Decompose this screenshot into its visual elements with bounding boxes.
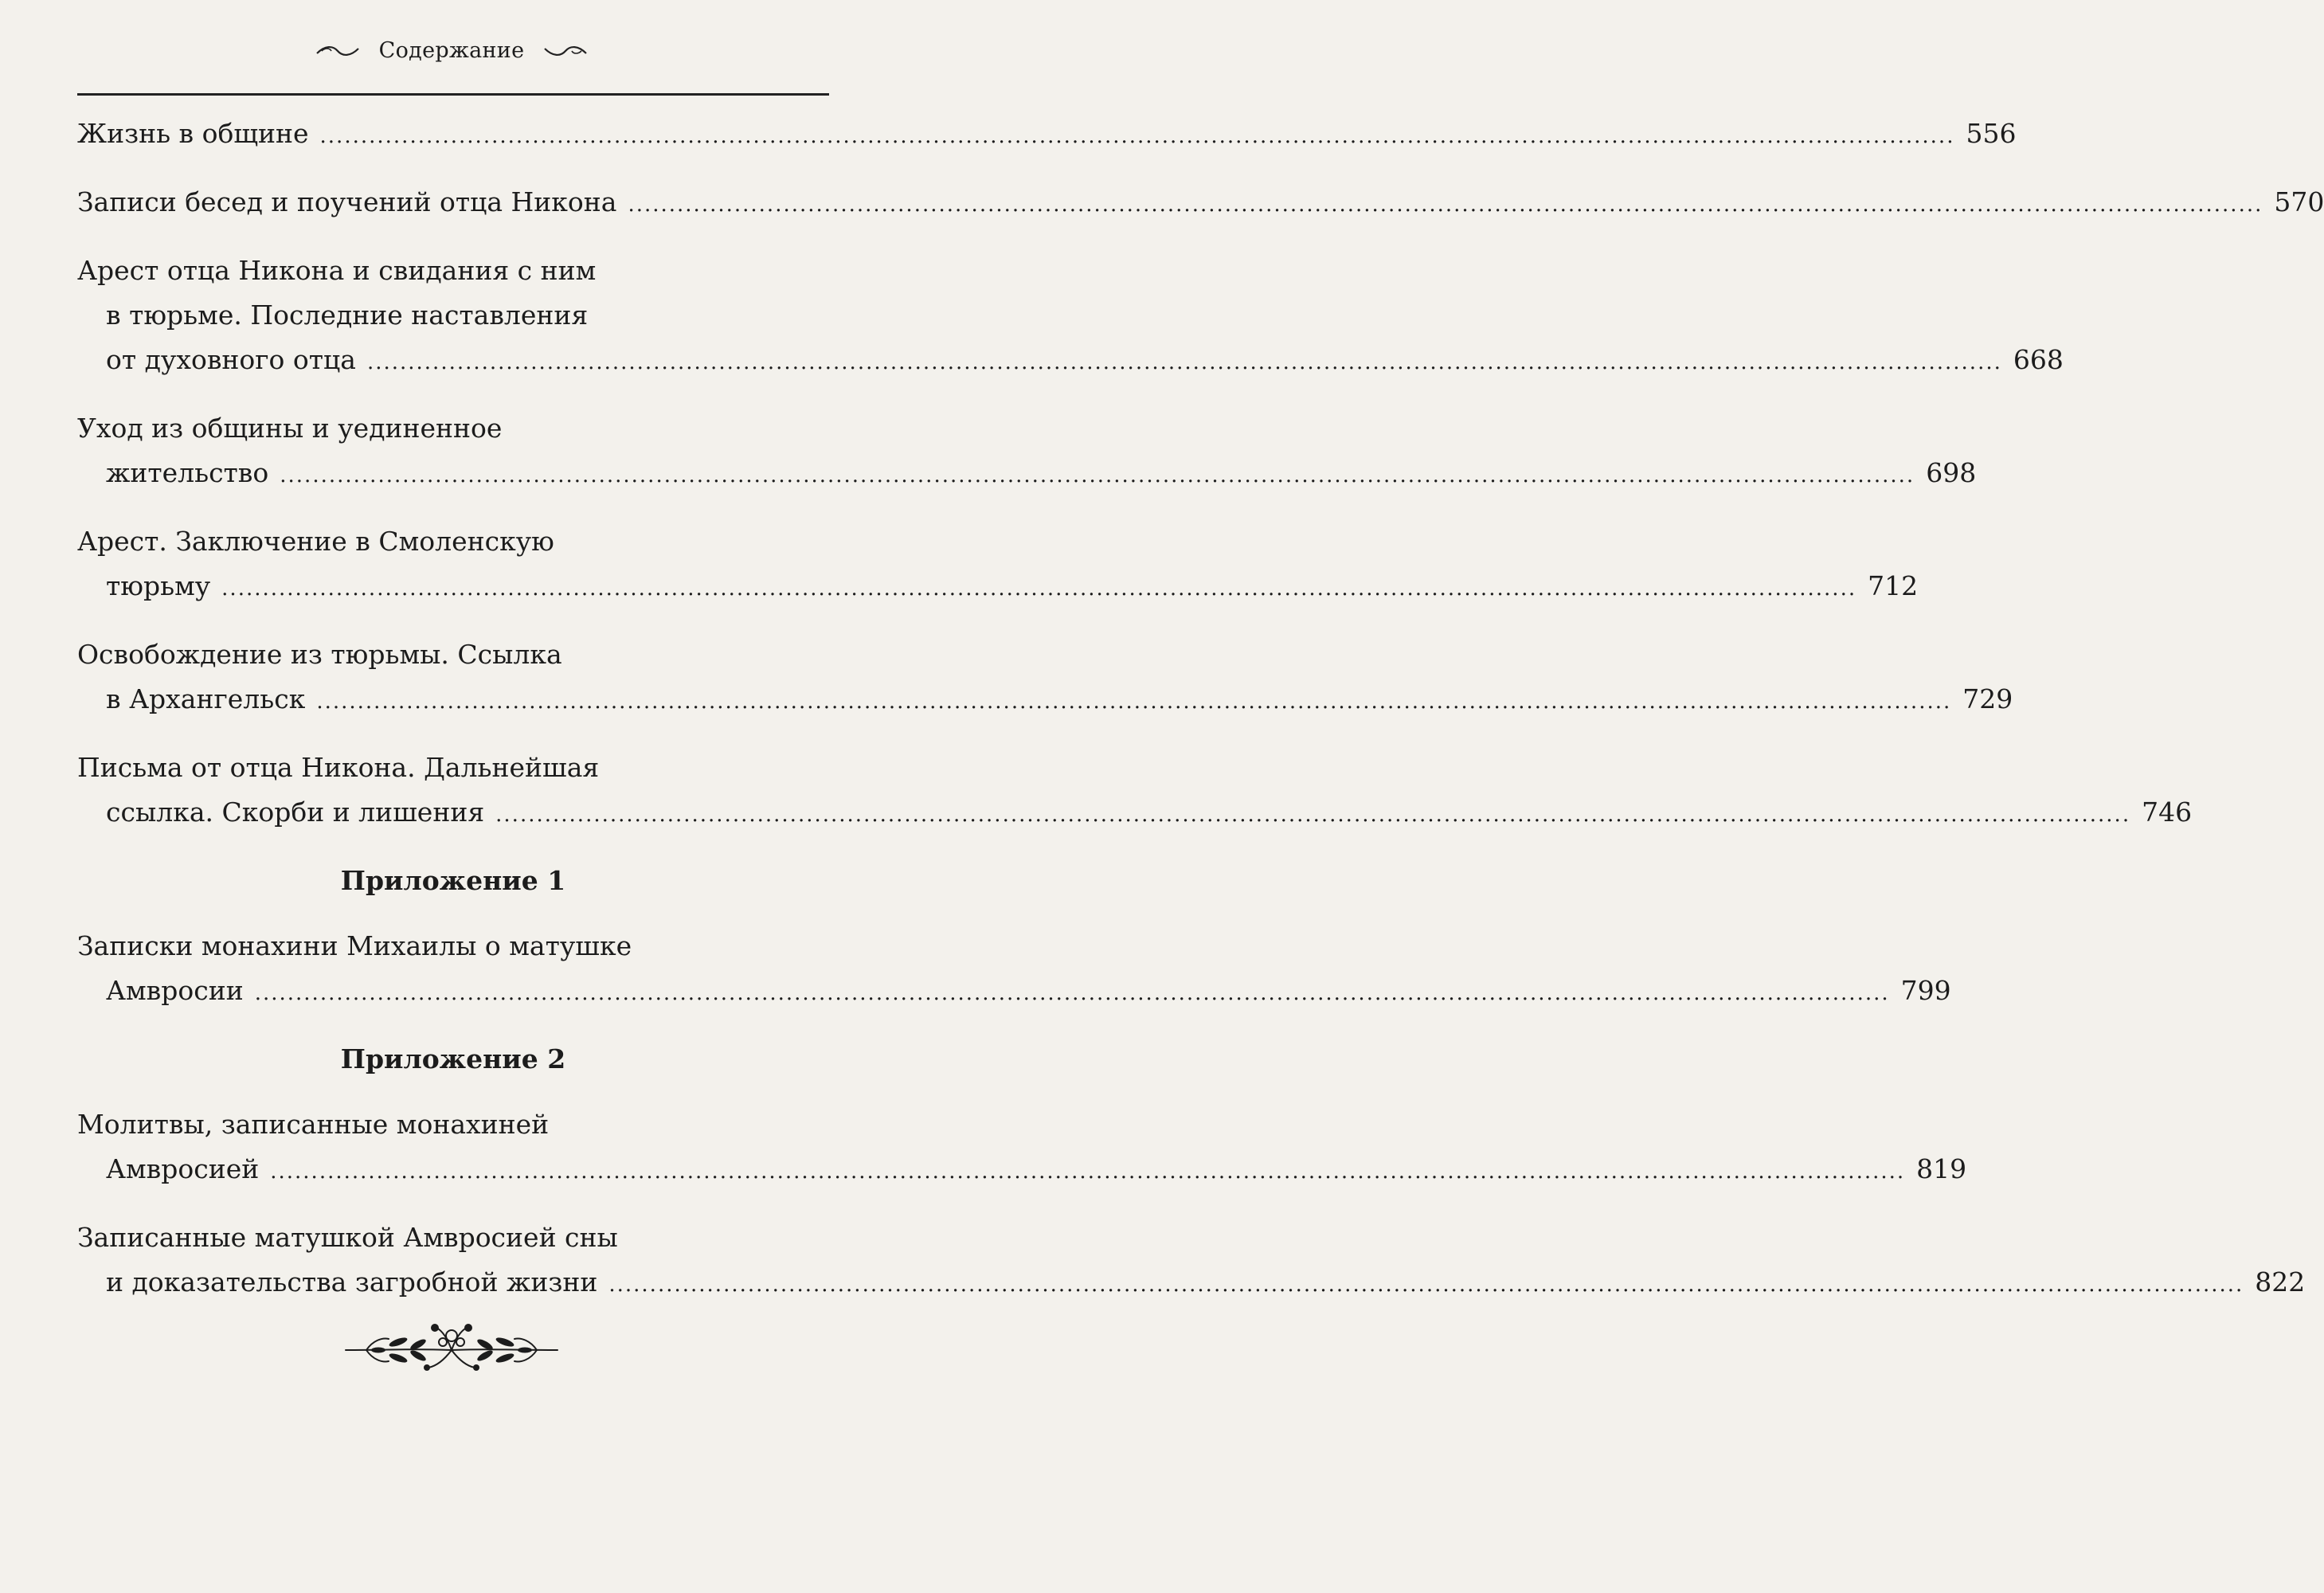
toc-entry-title-line: Письма от отца Никона. Дальнейшая — [77, 752, 600, 783]
toc-entry — [77, 924, 1951, 1016]
toc-entry-title-line: Освобождение из тюрьмы. Ссылка — [77, 639, 562, 670]
flourish-icon — [314, 43, 362, 59]
toc-entry-last-line — [77, 790, 2193, 837]
toc-entry-title-line: Уход из общины и уединенное — [77, 413, 503, 444]
dot-leader: ........................................................................................................................................................................................................ — [254, 981, 1890, 1005]
toc-entry-title-line: Арест. Заключение в Смоленскую — [77, 526, 554, 557]
toc-page-number: 556 — [1966, 118, 2017, 149]
dot-leader: ........................................................................................................................................................................................................ — [366, 350, 2002, 374]
dot-leader: ........................................................................................................................................................................................................ — [270, 1160, 1906, 1184]
dot-leader: ........................................................................................................................................................................................................ — [316, 690, 1952, 714]
toc-page-number: 729 — [1962, 683, 2013, 714]
toc-page-number: 799 — [1900, 975, 1951, 1006]
toc-entry-title-line: Амвросией — [106, 1153, 260, 1184]
toc-entry — [77, 406, 1977, 498]
toc-entry-last-line — [77, 338, 2064, 385]
dot-leader: ........................................................................................................................................................................................................ — [628, 193, 2263, 217]
toc-entry-last-line — [77, 1147, 1967, 1194]
toc-entry — [77, 519, 1919, 611]
toc-page-number: 746 — [2142, 796, 2193, 828]
toc-entry-title-line: жительство — [106, 457, 269, 488]
toc-group-appendix-1 — [77, 924, 1951, 1016]
toc-entry-title-line: Записанные матушкой Амвросией сны — [77, 1222, 618, 1253]
toc-entry-last-line — [77, 1260, 2306, 1307]
header-rule — [77, 93, 829, 96]
toc-entry-title-line: Молитвы, записанные монахиней — [77, 1109, 550, 1140]
toc-entry-title-line: от духовного отца — [106, 344, 356, 375]
toc-entry-title-line: в Архангельск — [106, 683, 306, 714]
toc-entry-title-line: Жизнь в общине — [77, 118, 309, 149]
toc-entry — [77, 249, 2064, 385]
table-of-contents — [77, 112, 2324, 1329]
toc-entry-title-line: Амвросии — [106, 975, 244, 1006]
toc-entry — [77, 632, 2013, 724]
toc-entry-title-line: и доказательства загробной жизни — [106, 1266, 598, 1297]
toc-group-appendix-2 — [77, 1102, 2306, 1307]
toc-entry-last-line — [77, 564, 1919, 611]
toc-entry — [77, 1215, 2306, 1307]
dot-leader: ........................................................................................................................................................................................................ — [280, 464, 1915, 487]
toc-entry — [77, 746, 2193, 837]
dot-leader: ........................................................................................................................................................................................................ — [495, 803, 2131, 827]
dot-leader: ........................................................................................................................................................................................................ — [608, 1273, 2244, 1297]
toc-page-number: 712 — [1868, 570, 1919, 601]
toc-page-number: 668 — [2013, 344, 2064, 375]
appendix-heading: Приложение 1 — [340, 865, 566, 896]
floral-ornament-icon — [342, 1318, 561, 1380]
toc-entry-title-line: Записки монахини Михаилы о матушке — [77, 930, 632, 961]
toc-entry-title-line: тюрьму — [106, 570, 211, 601]
flourish-icon — [542, 43, 589, 59]
toc-page-number: 570 — [2274, 186, 2324, 217]
running-header — [0, 38, 903, 63]
dot-leader: ........................................................................................................................................................................................................ — [221, 577, 1857, 601]
toc-entry-last-line — [77, 112, 2017, 159]
toc-entry-title-line: в тюрьме. Последние наставления — [106, 299, 589, 331]
toc-entry — [77, 112, 2017, 159]
toc-entry-last-line — [77, 969, 1951, 1016]
toc-entry-title-line: ссылка. Скорби и лишения — [106, 796, 485, 828]
appendix-heading: Приложение 2 — [340, 1043, 566, 1074]
toc-entry — [77, 180, 2324, 227]
toc-group-main — [77, 112, 2324, 837]
toc-page-number: 822 — [2255, 1266, 2306, 1297]
page-header-title: Содержание — [378, 38, 525, 63]
toc-page-number: 819 — [1916, 1153, 1967, 1184]
dot-leader: ........................................................................................................................................................................................................ — [319, 124, 1955, 148]
toc-entry-last-line — [77, 451, 1977, 498]
toc-entry-last-line — [77, 180, 2324, 227]
toc-page-number: 698 — [1926, 457, 1977, 488]
toc-entry — [77, 1102, 1967, 1194]
toc-entry-title-line: Арест отца Никона и свидания с ним — [77, 255, 597, 286]
toc-entry-last-line — [77, 677, 2013, 724]
toc-entry-title-line: Записи бесед и поучений отца Никона — [77, 186, 617, 217]
